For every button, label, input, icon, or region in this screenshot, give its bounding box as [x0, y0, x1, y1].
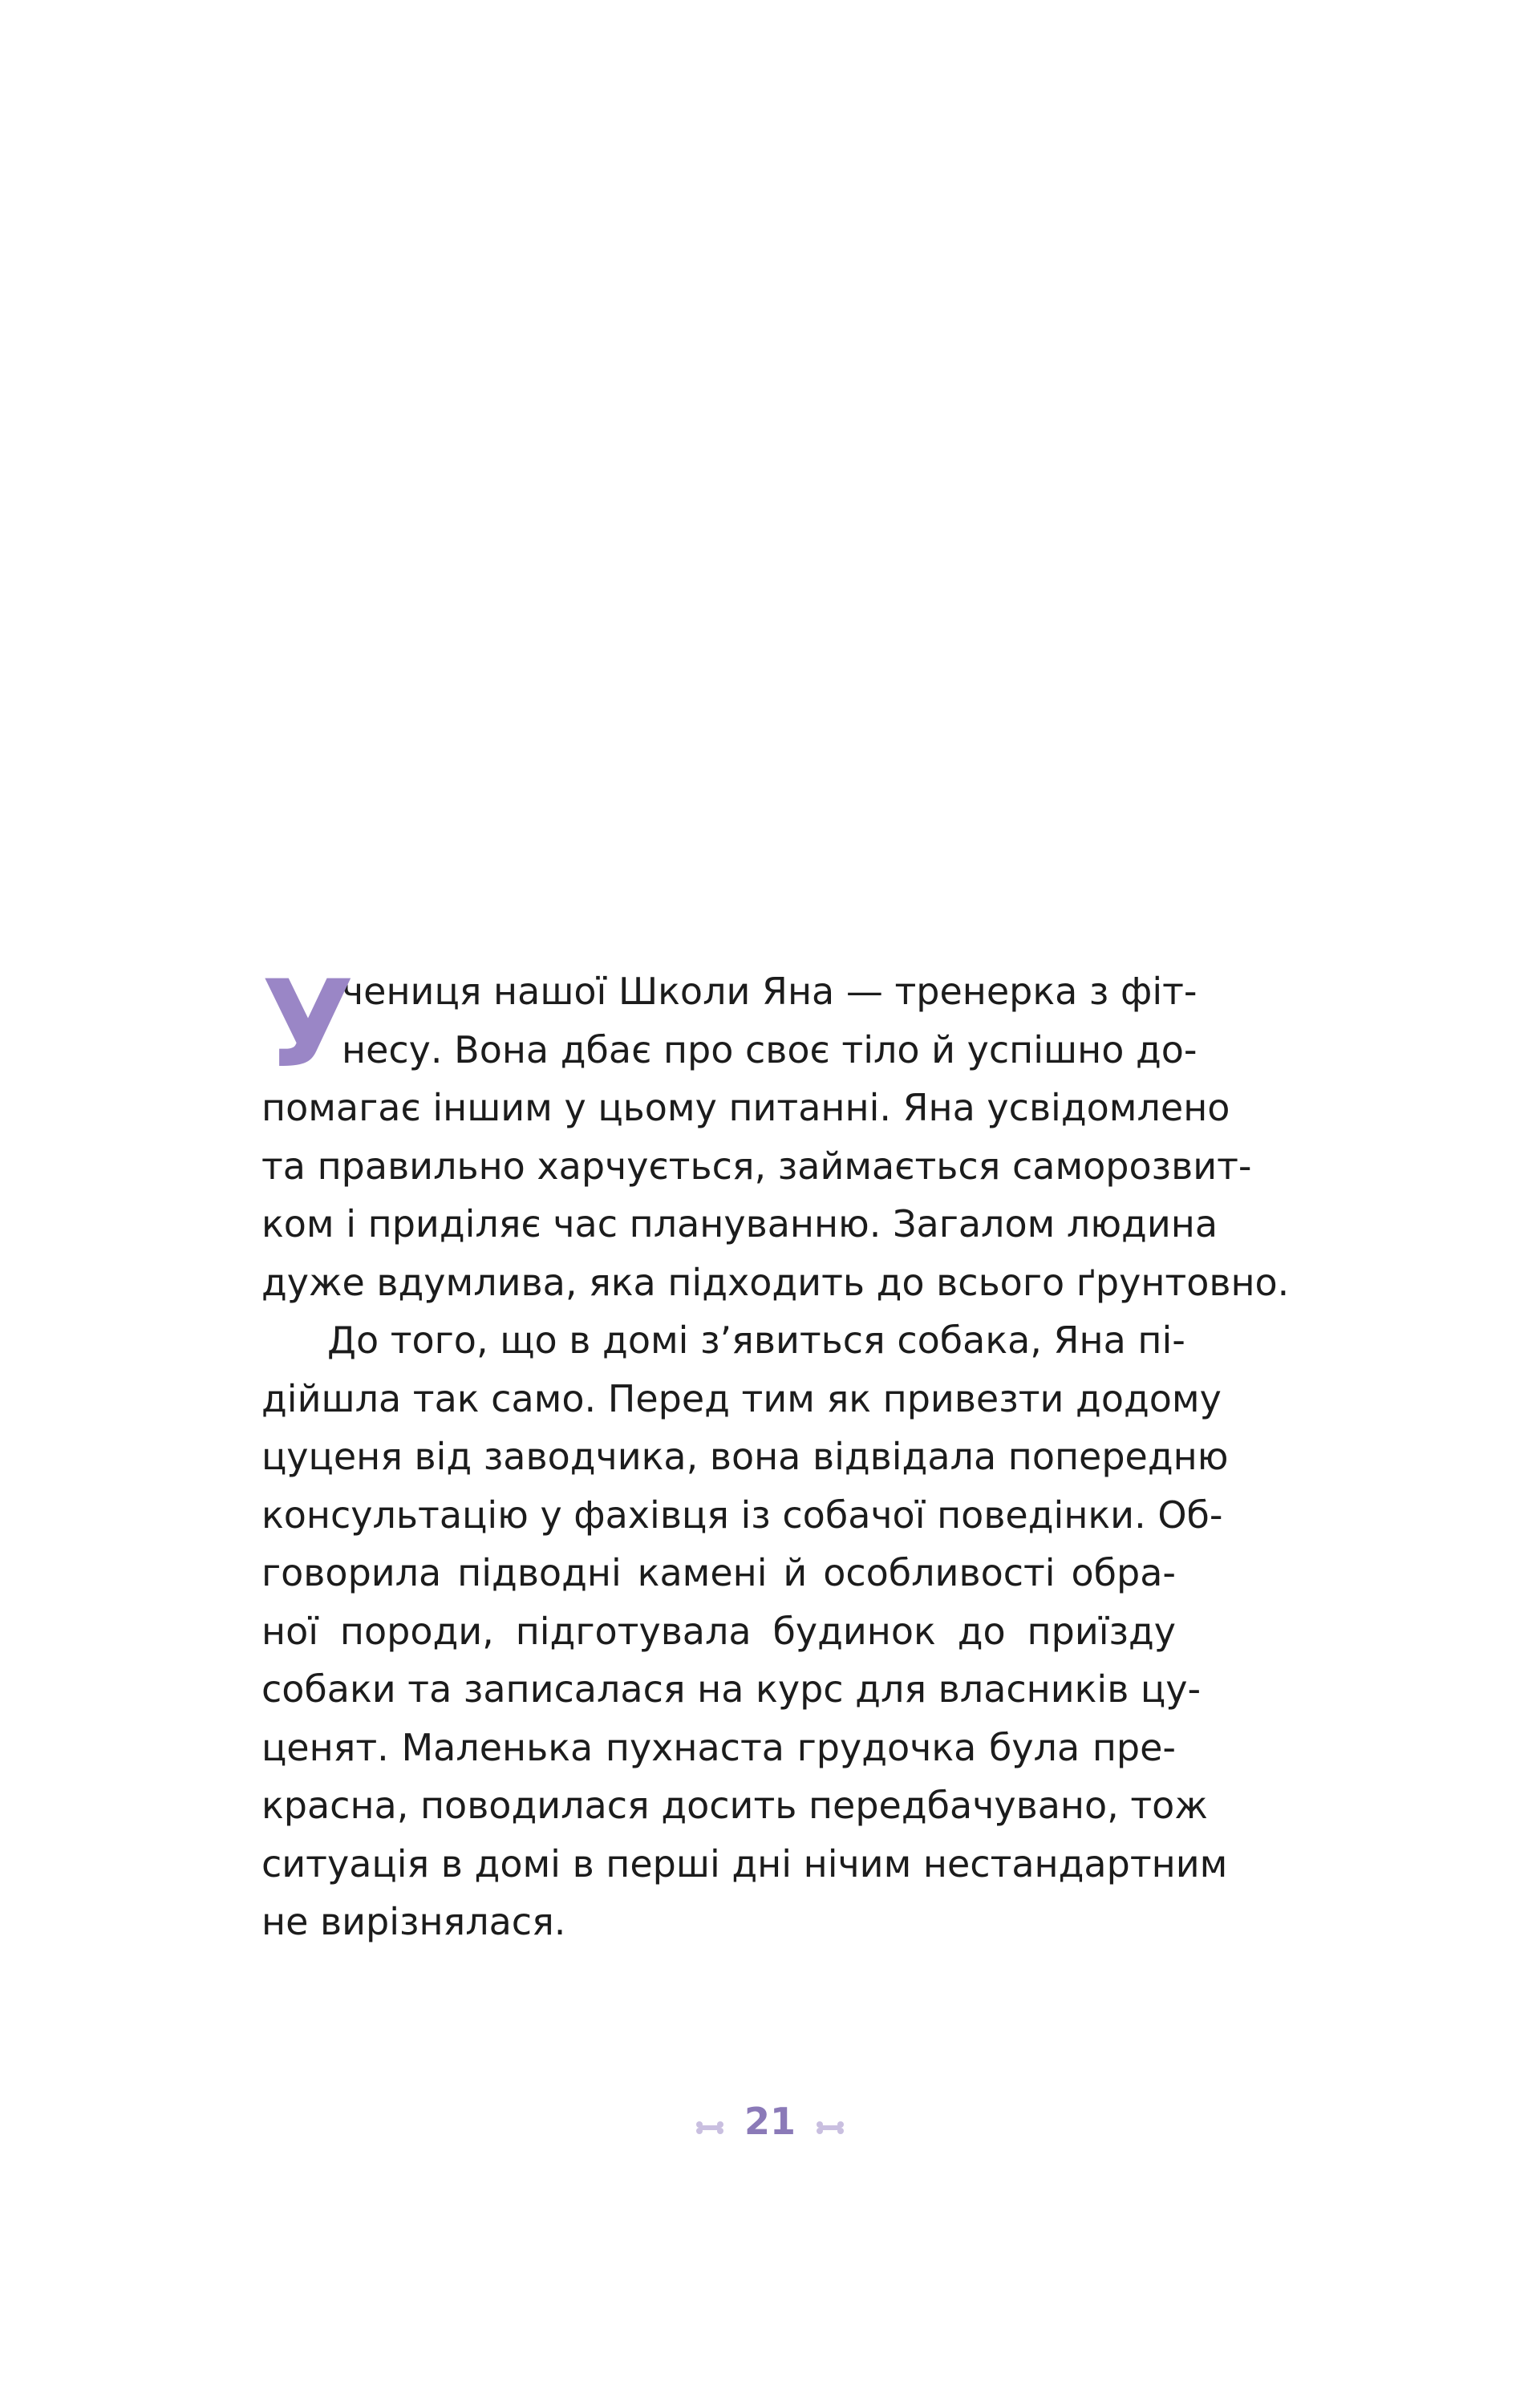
text-line: та правильно харчується, займається саморозвит- — [261, 1144, 1252, 1188]
text-line: чениця нашої Школи Яна — тренерка з фіт- — [342, 970, 1198, 1013]
text-line: не вирізнялася. — [261, 1900, 566, 1943]
text-line: говорила підводні камені й особливості обра- — [261, 1551, 1176, 1594]
page-footer — [0, 2100, 1540, 2146]
text-line: дуже вдумлива, яка підходить до всього ґрунтовно. — [261, 1260, 1290, 1304]
text-line: консультацію у фахівця із собачої поведінки. Об- — [261, 1493, 1223, 1537]
text-line: ценят. Маленька пухнаста грудочка була пре- — [261, 1725, 1176, 1769]
text-line: красна, поводилася досить передбачувано, тож — [261, 1784, 1208, 1827]
bone-icon — [817, 2100, 844, 2143]
text-line: помагає іншим у цьому питанні. Яна усвідомлено — [261, 1086, 1230, 1129]
text-line: несу. Вона дбає про своє тіло й успішно до- — [342, 1027, 1198, 1071]
bone-icon — [696, 2100, 723, 2143]
text-line: До того, що в домі з’явиться собака, Яна пі- — [327, 1319, 1185, 1362]
page-number: 21 — [744, 2100, 796, 2143]
drop-cap: У — [261, 955, 355, 1095]
text-line: цуценя від заводчика, вона відвідала попередню — [261, 1435, 1229, 1478]
text-line: ком і приділяє час плануванню. Загалом людина — [261, 1202, 1218, 1246]
chapter-text — [261, 955, 1290, 1951]
text-line: ної породи, підготувала будинок до приїзду — [261, 1609, 1176, 1653]
text-line: дійшла так само. Перед тим як привезти додому — [261, 1376, 1222, 1420]
text-line: собаки та записалася на курс для власників цу- — [261, 1667, 1202, 1711]
opening-paragraph-start — [261, 955, 1198, 1095]
text-line: ситуація в домі в перші дні нічим нестандартним — [261, 1841, 1228, 1886]
